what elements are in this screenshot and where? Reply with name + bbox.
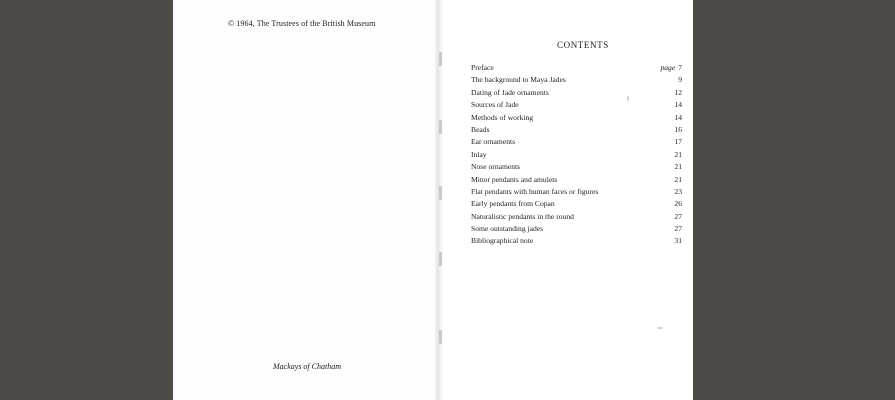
toc-page-number: 12 — [674, 87, 682, 97]
toc-entry-title: The background to Maya Jades — [471, 75, 566, 85]
toc-page-word: page — [660, 63, 676, 72]
binding-stitch — [439, 52, 442, 66]
toc-entry-page — [674, 124, 682, 136]
toc-page-number: 16 — [674, 124, 682, 134]
binding-stitch — [439, 330, 442, 344]
paper-speck — [657, 327, 663, 329]
toc-entry — [471, 87, 682, 99]
toc-entry-title: Methods of working — [471, 112, 534, 122]
toc-entry-page — [674, 174, 682, 186]
toc-entry-title: Flat pendants with human faces or figures — [471, 186, 599, 196]
contents-heading: CONTENTS — [557, 40, 609, 50]
toc-entry-title: Sources of Jade — [471, 100, 519, 110]
toc-entry — [471, 161, 682, 173]
toc-page-number: 31 — [674, 236, 682, 246]
paper-speck — [627, 96, 629, 101]
toc-page-number: 21 — [674, 162, 682, 172]
toc-entry — [471, 235, 682, 247]
toc-entry — [471, 62, 682, 74]
toc-entry-title: Nose ornaments — [471, 162, 521, 172]
toc-page-number: 7 — [678, 63, 682, 72]
toc-entry-title: Early pendants from Copan — [471, 199, 555, 209]
printer-imprint: Mackays of Chatham — [273, 362, 341, 371]
toc-entry-page — [674, 149, 682, 161]
toc-entry-page — [678, 74, 682, 86]
toc-entry — [471, 149, 682, 161]
toc-page-number: 14 — [674, 100, 682, 110]
toc-entry-title: Bibliographical note — [471, 236, 534, 246]
toc-entry-page — [674, 211, 682, 223]
toc-entry-page — [674, 99, 682, 111]
toc-entry-title: Beads — [471, 124, 490, 134]
toc-page-number: 14 — [674, 112, 682, 122]
left-page — [173, 0, 439, 400]
toc-entry-title: Ear ornaments — [471, 137, 516, 147]
book-spread — [173, 0, 693, 400]
toc-entry-page — [674, 186, 682, 198]
toc-entry — [471, 198, 682, 210]
toc-entry-title: Naturalistic pendants in the round — [471, 211, 574, 221]
binding-stitch — [439, 186, 442, 200]
toc-entry — [471, 99, 682, 111]
toc-entry-page — [674, 235, 682, 247]
toc-entry-page — [674, 161, 682, 173]
toc-entry — [471, 211, 682, 223]
toc-entry — [471, 174, 682, 186]
toc-entry — [471, 186, 682, 198]
toc-entry — [471, 136, 682, 148]
toc-entry-page — [674, 136, 682, 148]
toc-entry — [471, 112, 682, 124]
toc-entry-title: Inlay — [471, 149, 487, 159]
toc-entry-title: Preface — [471, 63, 494, 72]
toc-page-number: 9 — [678, 75, 682, 85]
toc-entry — [471, 124, 682, 136]
toc-entry-page — [660, 62, 682, 74]
toc-page-number: 27 — [674, 211, 682, 221]
toc-entry-page — [674, 112, 682, 124]
toc-entry-page — [674, 198, 682, 210]
toc-page-number: 21 — [674, 174, 682, 184]
toc-entry-page — [674, 223, 682, 235]
toc-entry-page — [674, 87, 682, 99]
toc-page-number: 23 — [674, 186, 682, 196]
toc-entry — [471, 74, 682, 86]
toc-entry-title: Some outstanding jades — [471, 224, 544, 234]
table-of-contents — [471, 62, 682, 248]
toc-entry-title: Dating of Jade ornaments — [471, 87, 549, 97]
toc-page-number: 21 — [674, 149, 682, 159]
binding-stitch — [439, 252, 442, 266]
toc-page-number: 27 — [674, 224, 682, 234]
binding-stitch — [439, 120, 442, 134]
toc-entry-title: Minor pendants and amulets — [471, 174, 558, 184]
toc-page-number: 26 — [674, 199, 682, 209]
toc-entry — [471, 223, 682, 235]
toc-page-number: 17 — [674, 137, 682, 147]
copyright-notice: © 1964, The Trustees of the British Museum — [228, 19, 376, 28]
